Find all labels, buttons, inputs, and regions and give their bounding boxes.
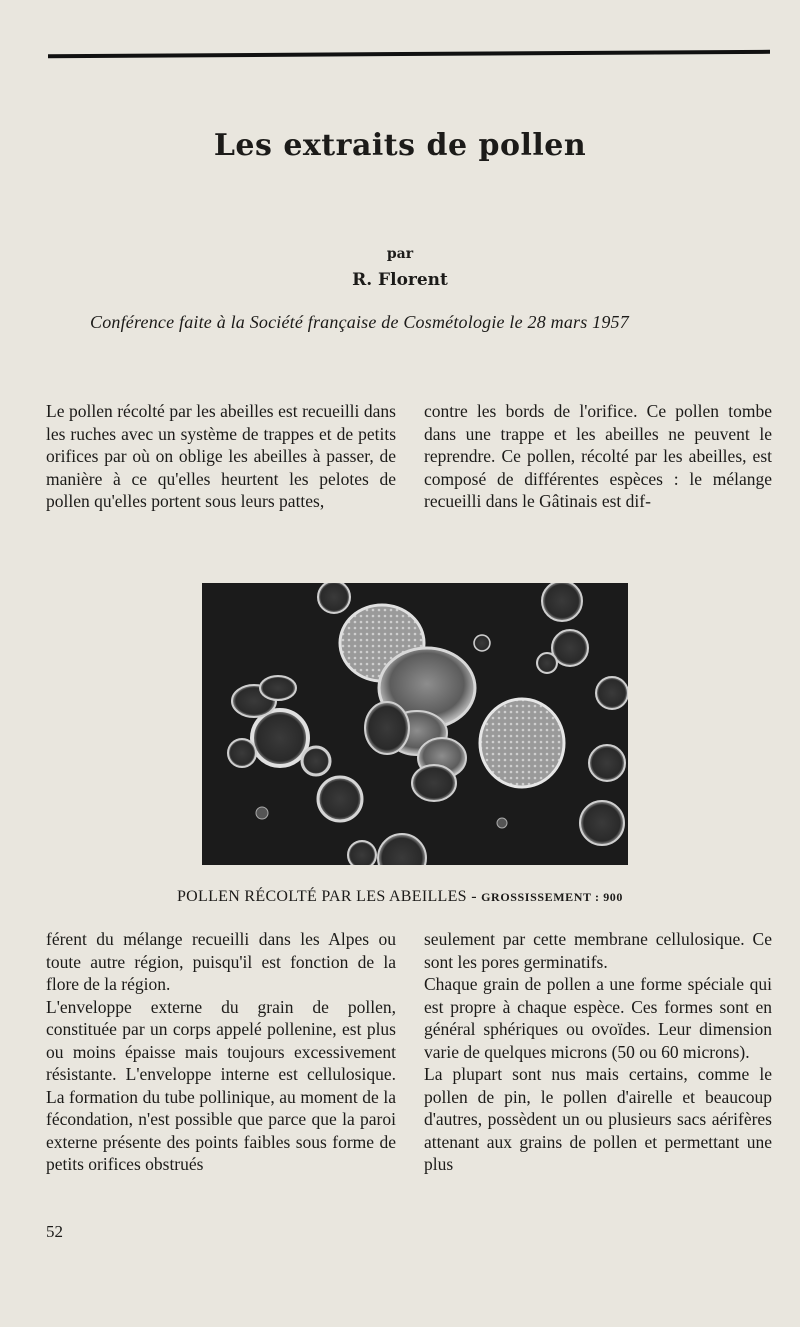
column-top-right bbox=[424, 400, 772, 513]
paragraph: Chaque grain de pollen a une forme spéciale qui est propre à chaque espèce. Ces formes sont en général sphériques ou ovoïdes. Leur dimension varie de quelques microns (50 ou 60 microns). bbox=[424, 974, 772, 1062]
pollen-micrograph bbox=[202, 583, 628, 865]
column-bottom-left bbox=[46, 928, 396, 1176]
pollen-micrograph-image bbox=[202, 583, 628, 865]
paragraph: L'enveloppe externe du grain de pollen, constituée par un corps appelé pollenine, est plus ou moins épaisse mais toujours excessivement résistante. L'enveloppe interne est cellulosique. La formation du tube pollinique, au moment de la fécondation, n'est possible que parce que la paroi externe présente des points faibles sous forme de petits orifices obstrués bbox=[46, 996, 396, 1174]
figure-caption bbox=[0, 888, 800, 906]
by-label: par bbox=[386, 246, 414, 262]
paragraph: contre les bords de l'orifice. Ce pollen tombe dans une trappe et les abeilles ne peuvent le reprendre. Ce pollen, récolté par les abeilles, est composé de différentes espèces : le mélange recueilli dans le Gâtinais est dif- bbox=[424, 401, 772, 511]
column-bottom-right bbox=[424, 928, 772, 1176]
paragraph: Le pollen récolté par les abeilles est recueilli dans les ruches avec un système de trappes et de petits orifices par où on oblige les abeilles à passer, de manière à ce qu'elles heurtent les pelotes de pollen qu'elles portent sous leurs pattes, bbox=[46, 401, 396, 511]
conference-note: Conférence faite à la Société française de Cosmétologie le 28 mars 1957 bbox=[90, 312, 629, 332]
paragraph: férent du mélange recueilli dans les Alpes ou toute autre région, puisqu'il est fonction de la flore de la région. bbox=[46, 929, 396, 994]
page-number: 52 bbox=[46, 1222, 63, 1241]
author-name: R. Florent bbox=[352, 270, 448, 290]
paragraph: La plupart sont nus mais certains, comme le pollen de pin, le pollen d'airelle et beaucoup d'autres, possèdent un ou plusieurs sacs aérifères attenant aux grains de pollen et permettant une plus bbox=[424, 1064, 772, 1174]
caption-separator: - bbox=[466, 888, 482, 905]
caption-magnification: GROSSISSEMENT : 900 bbox=[481, 890, 624, 904]
article-title: Les extraits de pollen bbox=[213, 128, 587, 163]
paragraph: seulement par cette membrane cellulosique. Ce sont les pores germinatifs. bbox=[424, 929, 772, 972]
caption-main: POLLEN RÉCOLTÉ PAR LES ABEILLES bbox=[176, 888, 467, 905]
top-rule bbox=[48, 50, 770, 58]
column-top-left bbox=[46, 400, 396, 513]
